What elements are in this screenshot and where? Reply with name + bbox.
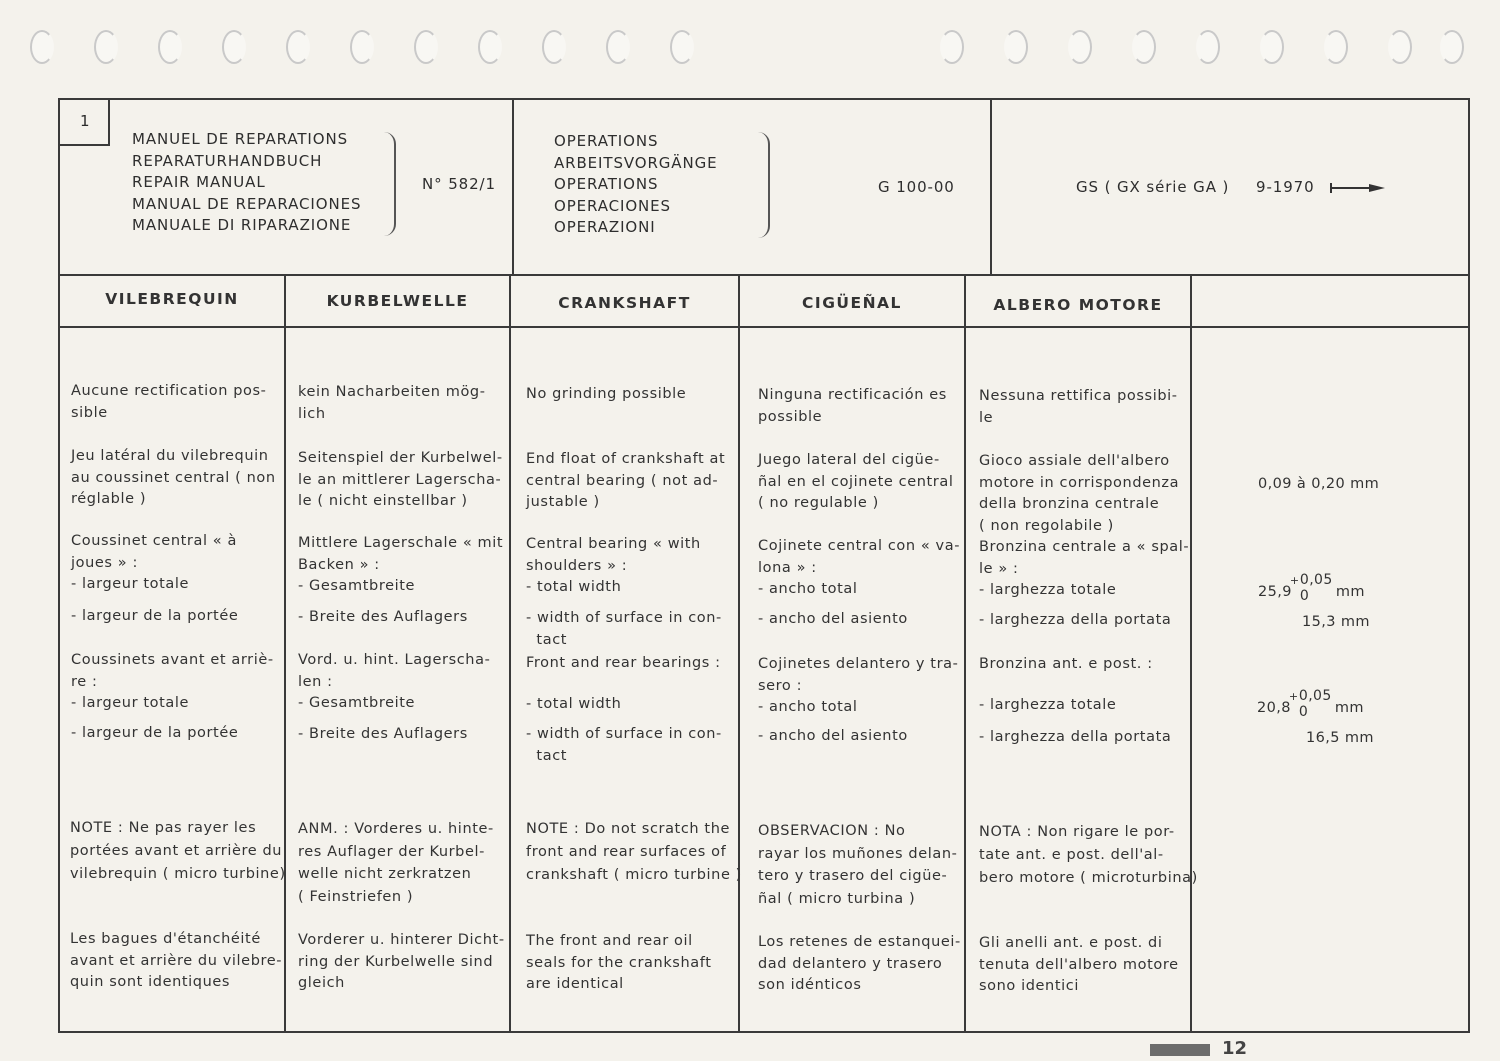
text-line: lona » : bbox=[758, 559, 817, 576]
text-line: - ancho del asiento bbox=[758, 611, 908, 627]
value-end-float: 0,09 à 0,20 mm bbox=[1258, 476, 1380, 492]
column-divider bbox=[738, 274, 740, 1033]
operation-title: OPERACIONES bbox=[554, 196, 671, 215]
text-line: della bronzina centrale bbox=[979, 496, 1160, 512]
text-line: are identical bbox=[526, 976, 624, 992]
text-line: - total width bbox=[526, 695, 622, 712]
page-number: 1 bbox=[80, 112, 90, 130]
text-end-float-es bbox=[758, 450, 953, 515]
text-line: len : bbox=[298, 673, 333, 690]
text-line: ñal en el cojinete central bbox=[758, 473, 954, 490]
text-end-float-de bbox=[298, 448, 503, 513]
text-line: Central bearing « with bbox=[526, 536, 701, 552]
manual-title: REPARATURHANDBUCH bbox=[132, 151, 323, 170]
text-line: justable ) bbox=[526, 494, 600, 510]
text-line: The front and rear oil bbox=[526, 933, 693, 949]
text-end-float-fr bbox=[71, 446, 276, 511]
text-line: NOTE : Ne pas rayer les bbox=[70, 820, 257, 836]
text-front-rear-it bbox=[979, 654, 1153, 716]
text-front-rear-surface-fr bbox=[71, 723, 238, 745]
text-line: ring der Kurbelwelle sind bbox=[298, 953, 494, 970]
operation-code: G 100-00 bbox=[878, 178, 955, 196]
text-end-float-it bbox=[979, 451, 1179, 537]
text-central-surface-it bbox=[979, 610, 1171, 632]
value-front-surface: 16,5 mm bbox=[1306, 730, 1374, 746]
binder-hole bbox=[414, 30, 438, 64]
binder-hole bbox=[222, 30, 246, 64]
text-line: kein Nacharbeiten mög- bbox=[298, 384, 486, 400]
text-front-rear-surface-it bbox=[979, 727, 1171, 749]
header-divider bbox=[990, 98, 992, 276]
text-line: ñal ( micro turbina ) bbox=[758, 890, 916, 907]
text-line: son idénticos bbox=[758, 977, 862, 993]
text-line: central bearing ( not ad- bbox=[526, 472, 719, 489]
text-line: re : bbox=[71, 673, 98, 690]
text-line: - largeur totale bbox=[71, 695, 190, 711]
value-front-total-width bbox=[1257, 688, 1364, 720]
manual-titles bbox=[132, 129, 361, 237]
text-central-bearing-es bbox=[758, 536, 960, 601]
binder-hole bbox=[1388, 30, 1412, 64]
text-line: res Auflager der Kurbel- bbox=[298, 843, 485, 860]
text-line bbox=[979, 676, 1153, 695]
text-central-surface-en bbox=[526, 608, 722, 651]
text-grinding-en bbox=[526, 384, 686, 406]
tolerance bbox=[1288, 688, 1332, 720]
text-grinding-it bbox=[979, 386, 1178, 429]
text-line: ANM. : Vorderes u. hinte- bbox=[298, 821, 494, 837]
text-line: Cojinetes delantero y tra- bbox=[758, 656, 959, 672]
text-line bbox=[526, 675, 721, 694]
text-line: Front and rear bearings : bbox=[526, 655, 721, 671]
tolerance-sign: + bbox=[1288, 690, 1299, 703]
operation-title: OPERATIONS bbox=[554, 132, 659, 150]
text-line: Coussinet central « à bbox=[71, 533, 237, 549]
text-line: ( no regulable ) bbox=[758, 495, 879, 511]
text-front-rear-fr bbox=[71, 650, 274, 715]
text-line: Vord. u. hint. Lagerscha- bbox=[298, 652, 491, 668]
text-line: - Breite des Auflagers bbox=[298, 609, 468, 625]
text-end-float-en bbox=[526, 449, 725, 514]
text-line: - larghezza totale bbox=[979, 696, 1117, 713]
binder-hole bbox=[1440, 30, 1464, 64]
text-front-rear-en bbox=[526, 653, 721, 715]
text-line: - Breite des Auflagers bbox=[298, 726, 468, 742]
manual-title: MANUEL DE REPARATIONS bbox=[132, 130, 348, 148]
text-central-surface-fr bbox=[71, 606, 238, 628]
column-divider bbox=[284, 274, 286, 1033]
text-front-rear-surface-es bbox=[758, 726, 908, 748]
text-line: vilebrequin ( micro turbine) bbox=[70, 866, 286, 882]
text-line: tero y trasero del cigüe- bbox=[758, 868, 948, 884]
binder-hole bbox=[1260, 30, 1284, 64]
text-central-bearing-en bbox=[526, 534, 701, 599]
tolerance-sign: + bbox=[1289, 574, 1300, 587]
text-line: OBSERVACION : No bbox=[758, 823, 906, 839]
manual-number: N° 582/1 bbox=[422, 175, 496, 193]
binder-holes bbox=[30, 30, 1480, 64]
text-line: seals for the crankshaft bbox=[526, 954, 712, 971]
binder-hole bbox=[1132, 30, 1156, 64]
text-line: rayar los muñones delan- bbox=[758, 845, 958, 862]
text-line: End float of crankshaft at bbox=[526, 451, 726, 467]
date-label: 9-1970 bbox=[1256, 178, 1315, 196]
text-line: joues » : bbox=[71, 554, 138, 571]
operation-title: OPERATIONS bbox=[554, 175, 659, 193]
text-line: Aucune rectification pos- bbox=[71, 383, 267, 399]
text-line: Gioco assiale dell'albero bbox=[979, 453, 1170, 469]
text-line: tact bbox=[526, 631, 568, 648]
binder-hole bbox=[1196, 30, 1220, 64]
text-line: réglable ) bbox=[71, 491, 147, 507]
text-line: possible bbox=[758, 408, 823, 425]
text-note-es bbox=[758, 820, 957, 910]
brace bbox=[384, 132, 396, 236]
text-front-rear-surface-de bbox=[298, 724, 468, 746]
text-line: bero motore ( microturbina) bbox=[979, 870, 1198, 886]
text-line: - ancho total bbox=[758, 581, 858, 597]
text-grinding-de bbox=[298, 382, 486, 425]
text-note-en bbox=[526, 818, 742, 887]
value-central-surface: 15,3 mm bbox=[1302, 614, 1370, 630]
text-note-it bbox=[979, 821, 1198, 890]
text-line: le » : bbox=[979, 560, 1019, 577]
manual-title: REPAIR MANUAL bbox=[132, 173, 266, 191]
text-line: Ninguna rectificación es bbox=[758, 387, 947, 403]
text-line: ( Feinstriefen ) bbox=[298, 888, 414, 905]
text-line: sero : bbox=[758, 677, 803, 694]
text-line: motore in corrispondenza bbox=[979, 474, 1180, 491]
header-divider bbox=[512, 98, 514, 276]
text-line: sono identici bbox=[979, 978, 1079, 994]
column-divider bbox=[964, 274, 966, 1033]
column-header-crankshaft: CRANKSHAFT bbox=[558, 294, 691, 312]
text-line: - largeur totale bbox=[71, 576, 190, 592]
text-line: front and rear surfaces of bbox=[526, 844, 727, 860]
text-line: avant et arrière du vilebre- bbox=[70, 952, 283, 969]
text-central-bearing-de bbox=[298, 533, 503, 598]
tolerance-upper: 0,05 bbox=[1299, 572, 1333, 588]
manual-title: MANUAL DE REPARACIONES bbox=[132, 194, 362, 213]
text-line: Juego lateral del cigüe- bbox=[758, 452, 940, 468]
column-header-vilebrequin: VILEBREQUIN bbox=[105, 290, 239, 308]
text-line: sible bbox=[71, 404, 108, 421]
text-line: le an mittlerer Lagerscha- bbox=[298, 471, 502, 488]
text-line: - width of surface in con- bbox=[526, 726, 722, 742]
value-unit: mm bbox=[1334, 700, 1364, 716]
text-line: - ancho del asiento bbox=[758, 728, 908, 744]
text-line: ( non regolabile ) bbox=[979, 517, 1114, 534]
operation-titles bbox=[554, 131, 718, 239]
text-grinding-fr bbox=[71, 381, 266, 424]
text-line: Seitenspiel der Kurbelwel- bbox=[298, 450, 503, 466]
text-line: tact bbox=[526, 747, 568, 764]
footer-page-number: 12 bbox=[1222, 1038, 1248, 1059]
binder-hole bbox=[350, 30, 374, 64]
text-line: Jeu latéral du vilebrequin bbox=[71, 448, 269, 464]
value-central-total-width bbox=[1258, 572, 1365, 604]
text-note-de bbox=[298, 818, 494, 908]
text-line: - largeur de la portée bbox=[71, 725, 239, 741]
tolerance-lower: 0 bbox=[1299, 588, 1310, 604]
binder-hole bbox=[940, 30, 964, 64]
text-grinding-es bbox=[758, 385, 947, 428]
text-seals-es bbox=[758, 932, 961, 997]
binder-hole bbox=[1068, 30, 1092, 64]
column-header-albero-motore: ALBERO MOTORE bbox=[993, 296, 1163, 314]
text-central-surface-es bbox=[758, 609, 908, 631]
text-line: dad delantero y trasero bbox=[758, 955, 943, 972]
text-line: - Gesamtbreite bbox=[298, 695, 416, 711]
tolerance-lower: 0 bbox=[1298, 704, 1309, 720]
text-line: lich bbox=[298, 405, 326, 422]
text-line: Gli anelli ant. e post. di bbox=[979, 935, 1163, 951]
binder-hole bbox=[1324, 30, 1348, 64]
tolerance-upper: 0,05 bbox=[1298, 688, 1332, 704]
text-seals-it bbox=[979, 933, 1179, 998]
column-divider bbox=[1190, 274, 1192, 1033]
text-central-bearing-it bbox=[979, 537, 1189, 602]
text-line: shoulders » : bbox=[526, 557, 628, 574]
text-line: tenuta dell'albero motore bbox=[979, 956, 1179, 973]
border-bottom bbox=[58, 1031, 1470, 1033]
text-line: Los retenes de estanquei- bbox=[758, 934, 961, 950]
border-right bbox=[1468, 98, 1470, 1033]
column-divider bbox=[509, 274, 511, 1033]
text-line: Coussinets avant et arriè- bbox=[71, 652, 274, 668]
border-top bbox=[58, 98, 1470, 100]
binder-hole bbox=[606, 30, 630, 64]
text-line: Cojinete central con « va- bbox=[758, 538, 961, 554]
footer-bar bbox=[1150, 1044, 1210, 1056]
text-line: - larghezza della portata bbox=[979, 612, 1172, 628]
text-line: gleich bbox=[298, 975, 345, 991]
text-line: - width of surface in con- bbox=[526, 610, 722, 626]
binder-hole bbox=[94, 30, 118, 64]
text-line: Vorderer u. hinterer Dicht- bbox=[298, 932, 505, 948]
value-base: 20,8 bbox=[1257, 700, 1291, 716]
binder-hole bbox=[478, 30, 502, 64]
text-line: No grinding possible bbox=[526, 386, 687, 402]
text-line: - total width bbox=[526, 579, 622, 595]
text-central-bearing-fr bbox=[71, 531, 237, 596]
text-line: - larghezza della portata bbox=[979, 729, 1172, 745]
operation-title: ARBEITSVORGÄNGE bbox=[554, 153, 718, 172]
text-line: - largeur de la portée bbox=[71, 608, 239, 624]
text-line: - larghezza totale bbox=[979, 582, 1117, 598]
binder-hole bbox=[286, 30, 310, 64]
text-line: quin sont identiques bbox=[70, 974, 231, 990]
text-line: crankshaft ( micro turbine ) bbox=[526, 867, 742, 883]
text-seals-fr bbox=[70, 929, 282, 994]
text-line: tate ant. e post. dell'al- bbox=[979, 847, 1164, 863]
binder-hole bbox=[30, 30, 54, 64]
text-line: - Gesamtbreite bbox=[298, 578, 416, 594]
operation-title: OPERAZIONI bbox=[554, 218, 656, 236]
column-header-rule bbox=[58, 326, 1470, 328]
binder-hole bbox=[542, 30, 566, 64]
arrow-right-icon bbox=[1329, 181, 1387, 195]
text-central-surface-de bbox=[298, 607, 468, 629]
text-line: welle nicht zerkratzen bbox=[298, 866, 472, 882]
text-seals-en bbox=[526, 931, 711, 996]
text-seals-de bbox=[298, 930, 505, 995]
header-bottom-rule bbox=[58, 274, 1470, 276]
text-line: Bronzina ant. e post. : bbox=[979, 656, 1153, 672]
text-front-rear-de bbox=[298, 650, 490, 715]
brace bbox=[758, 132, 770, 238]
binder-hole bbox=[1004, 30, 1028, 64]
text-line: au coussinet central ( non bbox=[71, 469, 276, 486]
model-label: GS ( GX série GA ) bbox=[1076, 178, 1230, 196]
column-header-ciguenal: CIGÜEÑAL bbox=[802, 294, 902, 312]
manual-title: MANUALE DI RIPARAZIONE bbox=[132, 216, 352, 234]
text-line: Bronzina centrale a « spal- bbox=[979, 539, 1190, 555]
text-line: portées avant et arrière du bbox=[70, 843, 283, 859]
text-note-fr bbox=[70, 817, 286, 886]
text-front-rear-es bbox=[758, 654, 958, 719]
column-header-kurbelwelle: KURBELWELLE bbox=[326, 292, 469, 310]
text-line: NOTE : Do not scratch the bbox=[526, 821, 731, 837]
text-line: le ( nicht einstellbar ) bbox=[298, 493, 468, 509]
value-base: 25,9 bbox=[1258, 584, 1292, 600]
tolerance bbox=[1289, 572, 1333, 604]
border-left bbox=[58, 98, 60, 1033]
text-line: - ancho total bbox=[758, 699, 858, 715]
text-line: NOTA : Non rigare le por- bbox=[979, 824, 1175, 840]
text-line: Mittlere Lagerschale « mit bbox=[298, 535, 504, 551]
text-front-rear-surface-en bbox=[526, 724, 722, 767]
repair-sheet bbox=[58, 98, 1470, 1033]
binder-hole bbox=[670, 30, 694, 64]
text-line: Nessuna rettifica possibi- bbox=[979, 388, 1178, 404]
binder-hole bbox=[158, 30, 182, 64]
text-line: le bbox=[979, 409, 994, 426]
text-line: Les bagues d'étanchéité bbox=[70, 931, 261, 947]
text-line: Backen » : bbox=[298, 556, 380, 573]
date-applicability bbox=[1256, 177, 1387, 199]
value-unit: mm bbox=[1335, 584, 1365, 600]
